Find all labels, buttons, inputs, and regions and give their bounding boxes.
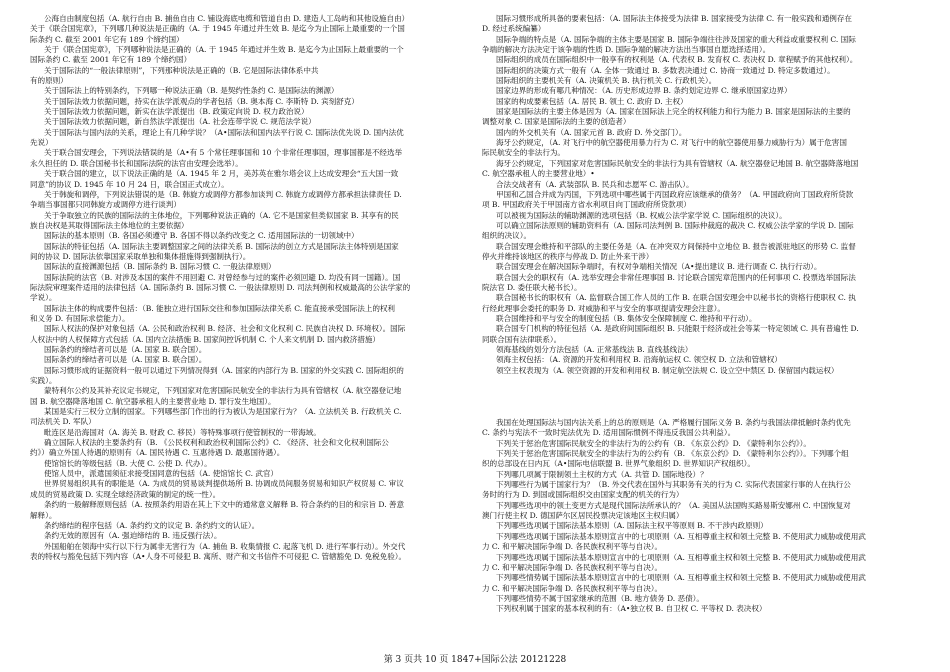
text-line: 织的总部设在日内瓦（A•国际电信联盟 B. 世界气象组织 D. 世界知识产权组织）。: [482, 459, 755, 469]
text-line: 争端当事国都只同韩旋方或调停方进行谈判）: [30, 200, 181, 210]
text-line: 国际习惯形成的证据资料一般可以通过下列情况得到（A. 国家的内部行为 B. 国家的外交实践 C. 国际组织的: [44, 365, 404, 375]
text-line: 有的原则）: [30, 76, 68, 86]
left-column: [30, 14, 468, 644]
text-line: 领海主权包括：（A. 资源的开发和利用权 B. 沿海航运权 C. 领空权 D. 立法和管辖权）: [496, 355, 782, 365]
text-line: 成员的贸易政策 D. 实现全球经济政策的制定的统一性）。: [30, 489, 221, 499]
text-line: 确立国际人权法的主要条约有（B. 《公民权利和政治权利国际公约》C. 《经济、社会和文化权利国际公: [44, 438, 389, 448]
text-line: C. 航空器承租人的主要营业地）•: [482, 169, 595, 179]
text-line: 海牙公约规定，（A. 对飞行中的航空器使用暴力行为 C. 对飞行中的航空器使用暴力威胁行为）属于危害国: [496, 138, 847, 148]
text-line: 条约缔结的程序包括（A. 条约约文的议定 B. 条约约文的认证）。: [44, 520, 260, 530]
text-line: 条约的一般解释原则包括（A. 按照条约用语在其上下文中的通常意义解释 B. 符合条约的目的和宗旨 D. 善意: [44, 500, 405, 510]
text-line: 关于国际法效力依据问题，新实在法学派提出（B. 政策定向说 D. 权力政治说）: [44, 107, 309, 117]
text-line: 司法机关 D. 军队）: [30, 417, 96, 427]
text-line: 关于国际法效力依据问题，持实在法学派观点的学者包括（B. 奥本海 C. 李斯特 D. 宾刻舒克）: [44, 96, 359, 106]
text-line: 停火并维持该地区的秩序与停战 D. 防止外来干涉）: [482, 251, 654, 261]
text-line: 学说）。: [30, 293, 57, 303]
text-line: 国际争端的特点是（A. 国际争端的主体主要是国家 B. 国际争端往往涉及国家的重大利益或重要权利 C. 国际: [496, 34, 856, 44]
text-line: 国际法院的法官（B. 对涉及本国的案件不用回避 C. 对曾经参与过的案件必须回避 D. 均没有同一国籍）。国: [44, 272, 401, 282]
text-line: 国家是国际法的主要主体是因为（A. 国家在国际法上完全的权利能力和行为能力 B. 国家是国际法的主要的: [496, 107, 851, 117]
text-line: 约》）确立外国人待遇的原则有（A. 国民待遇 C. 互惠待遇 D. 最惠国待遇）。: [30, 448, 285, 458]
two-column-body: [30, 14, 920, 644]
text-line: 联合国安理会在解决国际争端时，有权对争端相关情况（A•提出建议 B. 进行调查 C. 执行行动）。: [496, 262, 822, 272]
text-line: 力 C. 和平解决国际争端 D. 各民族权利平等与自决）。: [482, 562, 663, 572]
text-line: 下列权利属于国家的基本权利的有：（A•独立权 B. 自卫权 C. 平等权 D. 表决权）: [496, 604, 767, 614]
text-line: 使馆人员中，派遣国须征求接受国同意的包括（A. 使馆馆长 C. 武官）: [44, 469, 278, 479]
text-line: 我国在处理国际法与国内法关系上的总的原则是（A. 严格履行国际义务 B. 条约与我国法律抵触时条约优先: [496, 418, 851, 428]
text-line: 合法交战者有（A. 武装部队 B. 民兵和志愿军 C. 游击队）。: [496, 179, 694, 189]
text-line: 行经此理事会委托的职务 D. 对威胁和平与安全的事项提请安理会注意）。: [482, 303, 725, 313]
text-line: 力 C. 和平解决国际争端 D. 各民族权利平等与自决）。: [482, 583, 663, 593]
text-line: 同联合国有法律联系）。: [482, 334, 562, 344]
text-line: 际法院审理案件适用的法律包括（A. 国际条约 B. 国际习惯 C. 一般法律原则 D. 司法判例和权威最高的公法学家的: [30, 282, 411, 292]
text-line: 世界贸易组织具有的职能是（A. 为成员的贸易谈判提供场所 B. 协调成员间服务贸易和知识产权贸易 C. 审议: [44, 479, 404, 489]
text-line: 下列哪些选项属于国际法基本原则宣言中的七项原则（A. 互相尊重主权和领土完整 B. 不使用武力威胁或使用武: [496, 531, 866, 541]
text-line: 海牙公约规定，下列国家对危害国际民航安全的非法行为具有管辖权（A. 航空器登记地国 B. 航空器降落地国: [496, 158, 859, 168]
text-line: 关于联合国的建立，以下说法正确的是（A. 1945 年 2 月，美苏英在雅尔塔会议上达成安理会“五大国一致: [44, 169, 399, 179]
text-line: [482, 392, 920, 402]
text-line: 关于国际法与国内法的关系，理论上有几种学说？（A•国际法和国内法平行说 C. 国际法优先说 D. 国内法优: [44, 127, 404, 137]
text-line: 毗连区是沿海国对（A. 海关 B. 财政 C. 移民）等特殊事项行使管制权的一带海域。: [44, 427, 321, 437]
text-line: 下列哪些情势属于国际法基本原则宣言中的七项原则（A. 互相尊重主权和领土完整 B. 不使用武力威胁或使用武: [496, 573, 866, 583]
text-line: 国际组织的决策方式一般有（A. 全体一致通过 B. 多数表决通过 C. 协商一致通过 D. 特定多数通过）。: [496, 65, 835, 75]
text-line: 国家的构成要素包括（A. 居民 B. 领土 C. 政府 D. 主权）: [496, 96, 688, 106]
text-line: 国际条约的缔结者可以是（A. 国家 B. 联合国）。: [44, 345, 207, 354]
text-line: 实践）。: [30, 376, 57, 386]
text-line: 国际法的特征包括（A. 国际法主要调整国家之间的法律关系 B. 国际法的创立方式是国际法主体特别是国家: [44, 241, 399, 251]
text-line: 联合国专门机构的特征包括（A. 是政府间国际组织 B. 只能限于经济或社会等某一特定领域 C. 具有普遍性 D.: [496, 324, 859, 334]
text-line: 领空主权表现为（A. 领空资源的开发和利用权 B. 制定航空法规 C. 设立空中禁区 D. 保留国内载运权）: [496, 365, 839, 375]
text-line: 国 B. 航空器降落地国 C. 航空器承租人的主要营业地 D. 罪行发生地国）。: [30, 396, 276, 406]
text-line: 族自决权是其取得国际法主体地位的主要依据）: [30, 220, 189, 230]
text-line: 蒙特利尔公约及其补充议定书规定，下列国家对危害国际民航安全的非法行为具有管辖权（A. 航空器登记地: [44, 386, 402, 396]
text-line: 公海自由制度包括（A. 航行自由 B. 捕鱼自由 C. 铺设海底电缆和管道自由 D. 建造人工岛屿和其他设施自由）: [44, 14, 410, 23]
text-line: 联合国安理会维持和平部队的主要任务是（A. 在冲突双方间保持中立地位 B. 报告被派驻地区的形势 C. 监督: [496, 241, 856, 251]
text-line: 关于国际法的“一般法律原则”，下列那种说法是正确的（B. 它是国际法律体系中共: [44, 65, 319, 75]
text-line: 国际法的直接渊源包括（B. 国际条约 B. 国际习惯 C. 一般法律原则）: [44, 262, 276, 272]
text-line: 务时的行为 D. 到国或国际组织交由国家支配的机关的行为）: [482, 490, 684, 500]
text-line: 国际组织的成员在国际组织中一般享有的权利是（A. 代表权 B. 发育权 C. 表决权 D. 章程赋予的其他权利）。: [496, 55, 858, 65]
text-line: 下列哪几项属于限制领土主权的方式（A. 共管 D. 国际地役）？: [496, 469, 708, 479]
text-line: 下列哪些情势不属于国家继承的范围（B. 地方债务 D. 恶债）。: [496, 593, 704, 603]
text-line: 联合国大会的职权有（A. 选举安理会非常任理事国 B. 讨论联合国宪章范围内的任何事项 C. 投票选举国际法: [496, 272, 856, 282]
text-line: 和义务 D. 有国际求偿能力）。: [30, 313, 130, 323]
text-line: 领海基线的划分方法包括（A. 正常基线法 B. 直线基线法）: [496, 345, 693, 354]
text-line: 关于韩旋和调停，下列说法错误的是（B. 韩旋方或调停方都参加谈判 C. 韩旋方或调停方都承担法律责任 D.: [44, 189, 402, 199]
text-line: 下列哪些选项属于国际法基本原则宣言中的七项原则（A. 互相尊重主权和领土完整 B. 不使用武力威胁或使用武: [496, 552, 866, 562]
text-line: C. 条约与宪法不一致时宪法优先 D. 适用国际惯例不得违反我国公共利益）。: [482, 428, 736, 438]
text-line: 国际习惯形成所具备的要素包括：（A. 国际法主体接受为法律 B. 国家接受为法律 C. 有一般实践和通例存在: [496, 14, 852, 23]
text-line: 联合国秘书长的职权有（A. 监督联合国工作人员的工作 B. 在联合国安理会中以秘书长的资格行使职权 C. 执: [496, 293, 856, 303]
text-line: 外国船舶在领海中实行以下行为属非无害行为（A. 捕鱼 B. 收集情报 C. 起落飞机 D. 进行军事行动）。外交代: [44, 541, 406, 551]
text-line: 争端的解决方法决定于该争端的性质 D. 国际争端的解决方法出当事国自愿选择适用）。: [482, 45, 771, 55]
text-line: 间的协议 D. 国际法依靠国家采取单独和集体措施得到强制执行）。: [30, 251, 251, 261]
text-line: 澳门行使主权 D. 德国萨尔区居民投票决定该地区主权归属）: [482, 511, 684, 521]
text-line: 关于国际法上的特别条约，下列哪一种说法正确（B. 是契约性条约 C. 是国际法的渊源）: [44, 86, 339, 96]
text-line: 关于《联合国宪章》，下列哪几种说法是正确的（A. 于 1945 年通过并生效 B. 是迄今为止国际上最重要的一个国: [30, 24, 405, 34]
text-line: 国际组织的主要机关有（A. 决策机关 B. 执行机关 C. 行政机关）。: [496, 76, 717, 86]
text-line: 先说）: [30, 138, 53, 148]
text-line: 人权法中的人权保障方式包括（A. 国内立法措施 B. 国家间控诉机制 C. 个人来文机制 D. 国内救济措施）: [30, 334, 380, 344]
text-line: 组织的决议）。: [482, 231, 532, 241]
text-line: 项 B. 甲国政府关于甲国南方省水利项目向丁国政府所贷款项）: [482, 200, 691, 210]
text-line: 关于国际法效力依据问题，新自然法学派提出（A. 社会连带学说 C. 规范法学说）: [44, 117, 316, 127]
text-line: 关于联合国安理会，下列说法错误的是（A•有 5 个常任理事国和 10 个非常任理事国，理事国都是不经选举: [44, 148, 403, 158]
text-line: 下列关于惩治危害国际民航安全的非法行为的公约有（B. 《东京公约》D. 《蒙特利尔公约》）。: [496, 438, 811, 448]
text-line: 可以确立国际法原则的辅助资料有（A. 国际司法判例 B. 国际仲裁庭的裁决 C. 权威公法学家的学说 D. 国际: [496, 220, 854, 230]
right-column: [482, 14, 920, 644]
text-line: 国际条约 C. 截至 2001 年它有 189 个缔约国）: [30, 55, 192, 65]
text-line: 解释）。: [30, 510, 57, 520]
text-line: 下列哪些选项中的领土变更方式是现代国际法所承认的？（A. 美国从法国购买路易斯安娜州 C. 中国恢复对: [496, 500, 851, 510]
text-line: 下列哪些选项属于国际法基本原则（A. 国际法主权平等原则 B. 不干涉内政原则）: [496, 521, 768, 531]
text-line: 使馆馆长的等级包括（B. 大使 C. 公使 D. 代办）。: [44, 458, 212, 468]
text-line: 际条约 C. 截至 2001 年它有 189 个缔约国）: [30, 34, 184, 44]
text-line: 同意”的协议 D. 1945 年 10 月 24 日，联合国正式成立）。: [30, 179, 229, 189]
text-line: 关于争取独立的民族的国际法的主体地位，下列哪种说法正确的（A. 它不是国家但类似国家 B. 其享有的民: [44, 210, 399, 220]
text-line: 调整对象 C. 国家是国际法的主要的创造者）: [482, 117, 631, 127]
text-line: 条约无效的原因有（A. 强迫缔结的 B. 违反强行法）。: [44, 531, 222, 541]
text-line: 力 C. 和平解决国际争端 D. 各民族权利平等与自决）。: [482, 542, 663, 552]
text-line: 国际法主体的构成要件包括：（B. 能独立进行国际交往和参加国际法律关系 C. 能直接承受国际法上的权利: [44, 303, 395, 313]
page-footer: 第 3 页共 10 页 1847+国际公法 20121228: [383, 655, 567, 665]
text-line: 国际法的基本原则（B. 各国必须遵守 B. 各国不得以条约改变之 C. 适用国际法的一切领域中）: [44, 231, 359, 241]
text-line: 关于《联合国宪章》，下列哪种说法是正确的（A. 于 1945 年通过并生效 B. 是迄今为止国际上最重要的一个: [44, 45, 404, 55]
text-line: 国际条约的缔结者可以是（A. 国家 B. 联合国）。: [44, 355, 207, 365]
text-line: 永久担任的 D. 联合国秘书长和国际法院的法官由安理会选举）。: [30, 158, 243, 168]
text-line: 院法官 D. 委任联大秘书长）。: [482, 282, 582, 292]
text-line: 下列哪些行为属于国家行为？（B. 外交代表在国外与其职务有关的行为 C. 实际代表国家行事的人在执行公: [496, 480, 851, 490]
text-line: 某国是实行三权分立制的国家。下列哪些部门作出的行为被认为是国家行为？（A. 立法机关 B. 行政机关 C.: [44, 407, 402, 417]
text-line: D. 经过系统编纂）: [482, 24, 546, 34]
text-line: 表的特权与豁免包括下列内容（A•人身不可侵犯 B. 寓所、财产和文书信件不可侵犯 C. 管辖豁免 D. 免税免验）。: [30, 551, 407, 561]
text-line: 国际人权法的保护对象包括（A. 公民和政治权利 B. 经济、社会和文化权利 C. 民族自决权 D. 环境权）。国际: [44, 324, 406, 334]
text-line: 可以被视为国际法的辅助渊源的选项包括（B. 权威公法学家学说 C. 国际组织的决议）。: [496, 210, 787, 220]
text-line: 下列关于惩治危害国际民航安全的非法行为的公约有（B. 《东京公约》D. 《蒙特利尔公约》）。下列哪个组: [496, 449, 849, 459]
text-line: 国家边界的形成有哪几种情况：（A. 历史形成边界 B. 条约划定边界 C. 继承原国家边界）: [496, 86, 792, 96]
text-line: 甲国和乙国合并成为丙国，下列选项中哪些属于丙国政府应该继承的债务？（A. 甲国政府向丁国政府所贷款: [496, 189, 854, 199]
text-line: 国内的外交机关有（A. 国家元首 B. 政府 D. 外交部门）。: [496, 127, 687, 137]
text-line: 联合国维持和平与安全的制度包括（B. 集体安全保障制度 C. 维持和平行动）。: [496, 313, 757, 323]
text-line: 际民航安全的非法行为。: [482, 148, 565, 158]
